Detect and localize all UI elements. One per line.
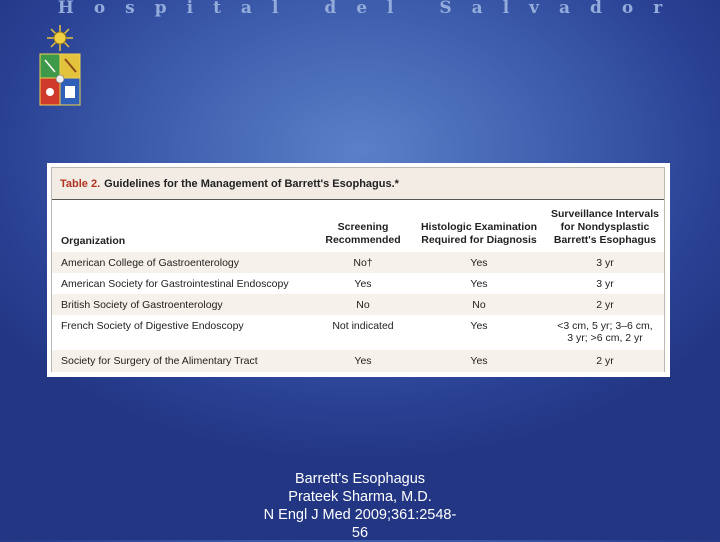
- cell-histologic: Yes: [470, 320, 488, 332]
- hospital-title: Hospital del Salvador: [57, 0, 683, 18]
- header-banner: [0, 0, 720, 19]
- guidelines-table: [47, 163, 670, 377]
- citation: [250, 470, 470, 542]
- cell-organization: Society for Surgery of the Alimentary Tract: [61, 355, 258, 367]
- hospital-logo: [36, 22, 84, 112]
- cell-surveillance: <3 cm, 5 yr; 3–6 cm, 3 yr; >6 cm, 2 yr: [557, 320, 653, 344]
- crest-shield-icon: [40, 54, 80, 105]
- cell-organization: American College of Gastroenterology: [61, 257, 240, 269]
- citation-pages: 56: [351, 525, 369, 541]
- cell-surveillance: 2 yr: [596, 299, 614, 311]
- table-row: [52, 294, 664, 315]
- cell-surveillance: 2 yr: [596, 355, 614, 367]
- cell-histologic: Yes: [470, 278, 488, 290]
- citation-title: Barrett's Esophagus: [294, 471, 426, 487]
- cell-screening: No: [356, 299, 370, 311]
- table-row: [52, 252, 664, 273]
- cell-surveillance: 3 yr: [596, 257, 614, 269]
- cell-screening: Yes: [354, 355, 372, 367]
- cell-organization: British Society of Gastroenterology: [61, 299, 223, 311]
- cell-histologic: Yes: [470, 355, 488, 367]
- cell-screening: Yes: [354, 278, 372, 290]
- header-surveillance: Surveillance Intervals for Nondysplastic Barrett's Esophagus: [551, 208, 659, 246]
- citation-journal: N Engl J Med 2009;361:2548-: [263, 507, 457, 523]
- header-histologic: Histologic Examination Required for Diagnosis: [420, 221, 538, 246]
- sun-emblem-icon: [47, 25, 73, 51]
- cell-histologic: Yes: [470, 257, 488, 269]
- table-row: [52, 273, 664, 294]
- cell-screening: Not indicated: [332, 320, 394, 332]
- cell-organization: French Society of Digestive Endoscopy: [61, 320, 244, 332]
- citation-author: Prateek Sharma, M.D.: [288, 489, 432, 505]
- cell-histologic: No: [472, 299, 486, 311]
- table-caption: [52, 168, 664, 200]
- table-row: [52, 350, 664, 372]
- table-number: Table 2.: [60, 177, 101, 190]
- cell-screening: No†: [353, 257, 373, 269]
- table-title: Guidelines for the Management of Barrett's Esophagus.*: [104, 177, 399, 190]
- cell-organization: American Society for Gastrointestinal Endoscopy: [61, 278, 289, 290]
- table-row: [52, 315, 664, 350]
- header-organization: Organization: [61, 235, 126, 247]
- table-header-row: [52, 202, 664, 252]
- header-screening: Screening Recommended: [325, 221, 401, 246]
- cell-surveillance: 3 yr: [596, 278, 614, 290]
